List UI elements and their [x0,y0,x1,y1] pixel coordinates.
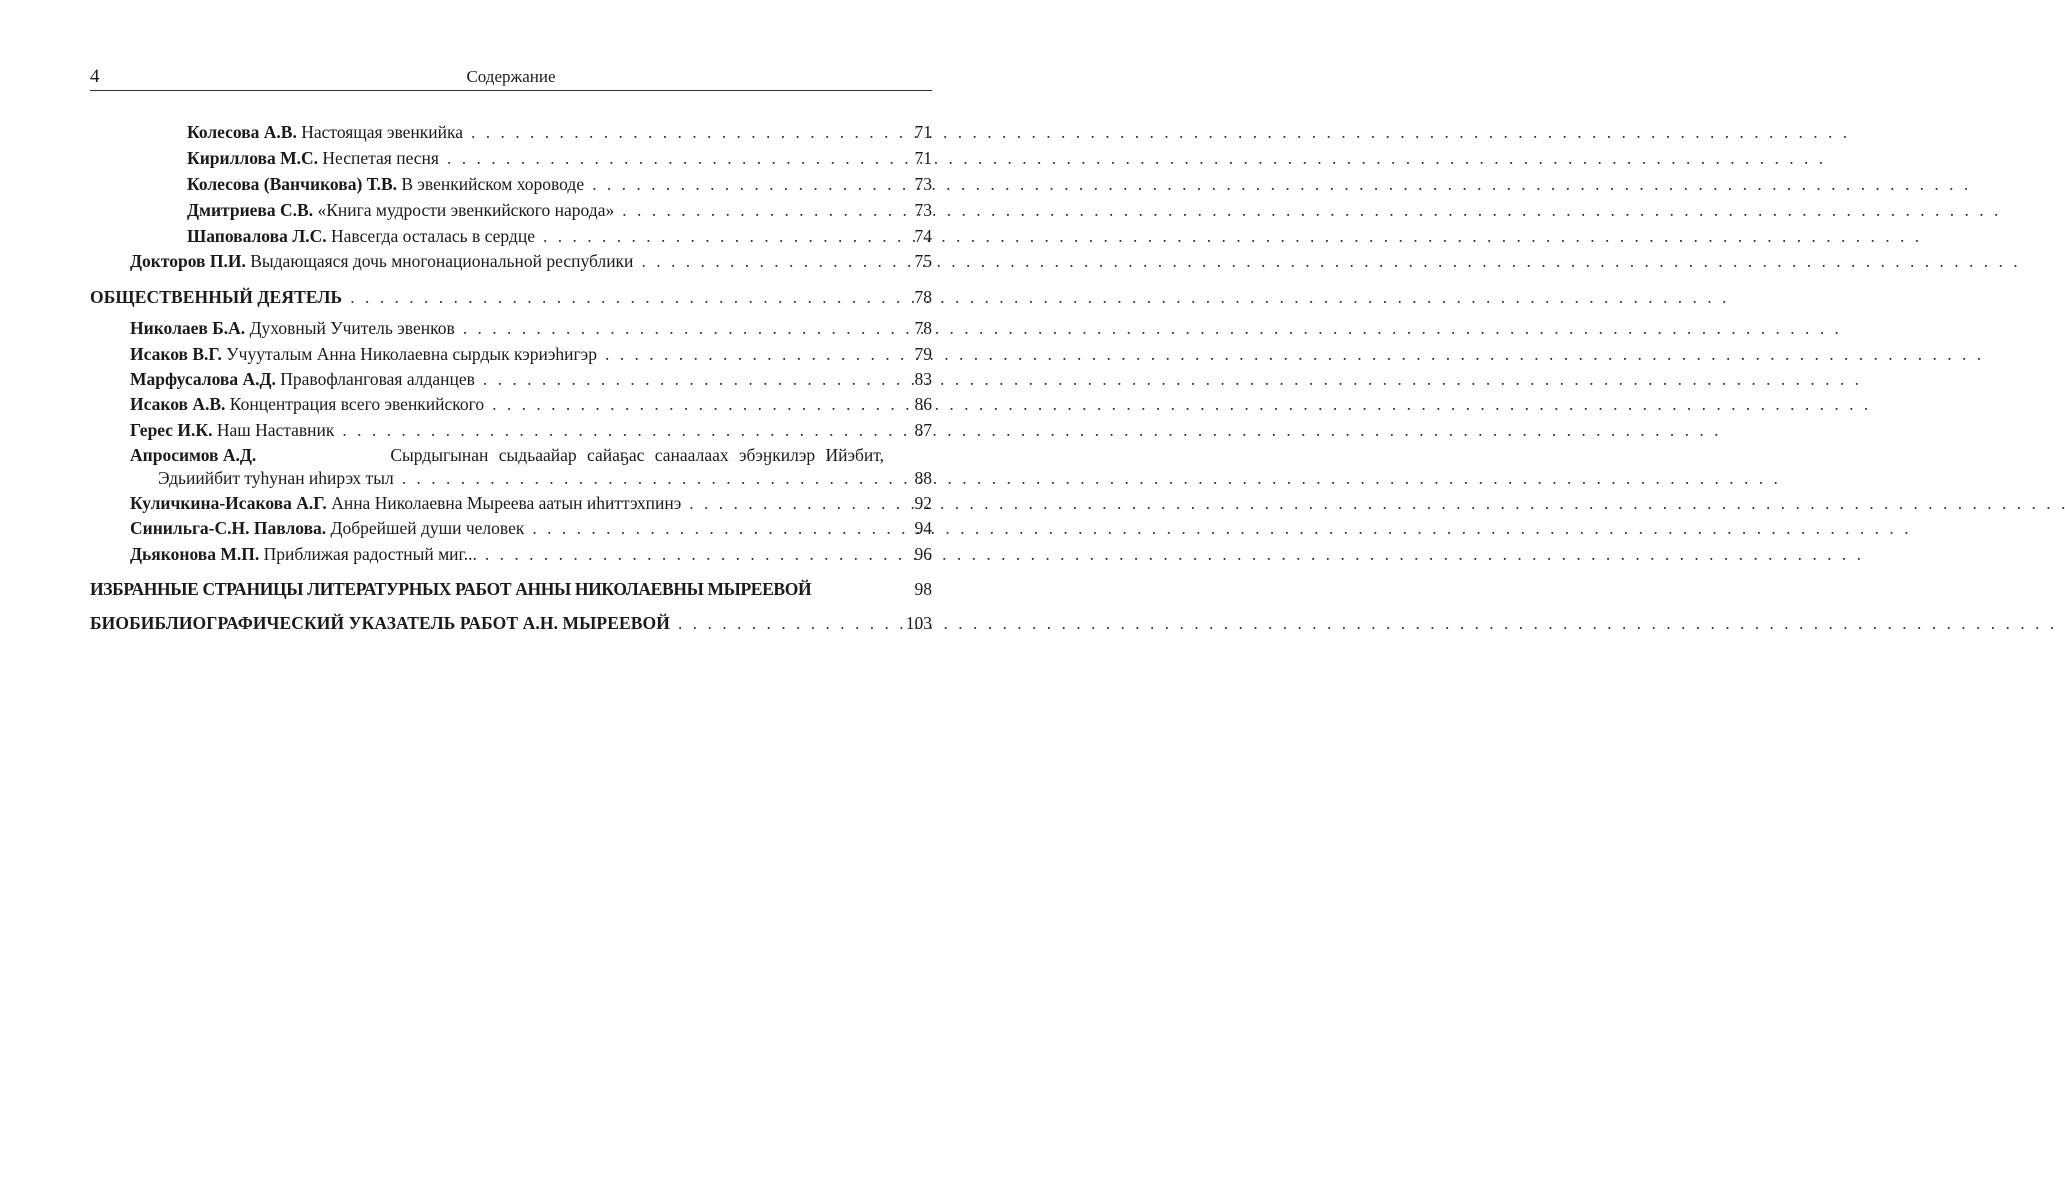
section-page-number: 78 [914,287,932,307]
entry-page-number: 73 [914,200,932,220]
entry-title: Концентрация всего эвенкийского [229,394,485,414]
entry-page-number: 79 [914,344,932,364]
dot-leader [447,147,874,169]
running-title: Содержание [466,67,556,86]
entry-author: Дьяконова М.П. [130,544,260,564]
entry-title: Правофланговая алданцев [280,369,475,389]
entry-page-number: 71 [914,122,932,142]
entry-page-number: 71 [914,148,932,168]
entry-author: Герес И.К. [130,420,213,440]
section-page-number: 103 [905,613,932,633]
entry-title: Выдающаяся дочь многонациональной республики [250,251,634,271]
entry-author: Шаповалова Л.С. [187,226,327,246]
entry-title: Навсегда осталась в сердце [331,226,535,246]
entry-author: Апросимов А.Д. [130,445,257,465]
entry-author: Синильга-С.Н. Павлова. [130,518,327,538]
entry-page-number: 74 [914,226,932,246]
entry-title: Неспетая песня [322,148,439,168]
document-page [0,0,994,1188]
entry-page-number: 88 [914,468,932,488]
dot-leader [471,121,874,143]
entry-author: Докторов П.И. [130,251,246,271]
dot-leader [492,393,874,415]
entry-page-number: 73 [914,174,932,194]
entry-title: Сырдыгынан сыдьаайар сайаҕас санаалаах эбэӈкилэр Ийэбит, [390,445,884,465]
entry-title: Добрейшей души человек [330,518,525,538]
dot-leader [350,286,874,308]
running-head [90,64,932,91]
entry-author: Исаков В.Г. [130,344,222,364]
dot-leader [689,492,874,514]
section-title: БИОБИБЛИОГРАФИЧЕСКИЙ УКАЗАТЕЛЬ РАБОТ А.Н. МЫРЕЕВОЙ [90,613,670,633]
entry-page-number: 87 [914,420,932,440]
section-title: ОБЩЕСТВЕННЫЙ ДЕЯТЕЛЬ [90,287,343,307]
dot-leader [622,199,874,221]
entry-author: Кириллова М.С. [187,148,319,168]
entry-title-continuation: Эдьиийбит туһунан иһирэх тыл [158,468,394,488]
dot-leader [485,543,874,565]
entry-page-number: 86 [914,394,932,414]
entry-title: «Книга мудрости эвенкийского народа» [317,200,615,220]
dot-leader [532,517,874,539]
dot-leader [641,250,874,272]
entry-page-number: 92 [914,493,932,513]
entry-title: Настоящая эвенкийка [301,122,463,142]
dot-leader [402,467,874,489]
dot-leader [605,343,874,365]
entry-author: Куличкина-Исакова А.Г. [130,493,327,513]
section-page-number: 98 [914,579,932,599]
entry-page-number: 94 [914,518,932,538]
entry-title: Учууталым Анна Николаевна сырдык кэриэһигэр [226,344,597,364]
dot-leader [463,317,874,339]
dot-leader [592,173,874,195]
entry-page-number: 75 [914,251,932,271]
entry-page-number: 78 [914,318,932,338]
entry-title: Анна Николаевна Мыреева аатын иһиттэхпинэ [331,493,682,513]
entry-author: Дмитриева С.В. [187,200,314,220]
entry-author: Исаков А.В. [130,394,226,414]
entry-title: Наш Наставник [216,420,335,440]
entry-author: Колесова А.В. [187,122,297,142]
entry-page-number: 96 [914,544,932,564]
dot-leader [543,225,874,247]
section-title: ИЗБРАННЫЕ СТРАНИЦЫ ЛИТЕРАТУРНЫХ РАБОТ АННЫ НИКОЛАЕВНЫ МЫРЕЕВОЙ [90,579,812,599]
entry-author: Николаев Б.А. [130,318,246,338]
entry-title: Приближая радостный миг... [263,544,477,564]
entry-author: Колесова (Ванчикова) Т.В. [187,174,397,194]
entry-author: Марфусалова А.Д. [130,369,276,389]
dot-leader [342,419,874,441]
dot-leader [678,612,874,634]
entry-page-number: 83 [914,369,932,389]
entry-title: Духовный Учитель эвенков [249,318,455,338]
toc-entry [0,444,994,492]
entry-title: В эвенкийском хороводе [401,174,585,194]
dot-leader [483,368,874,390]
page-number: 4 [90,66,100,87]
